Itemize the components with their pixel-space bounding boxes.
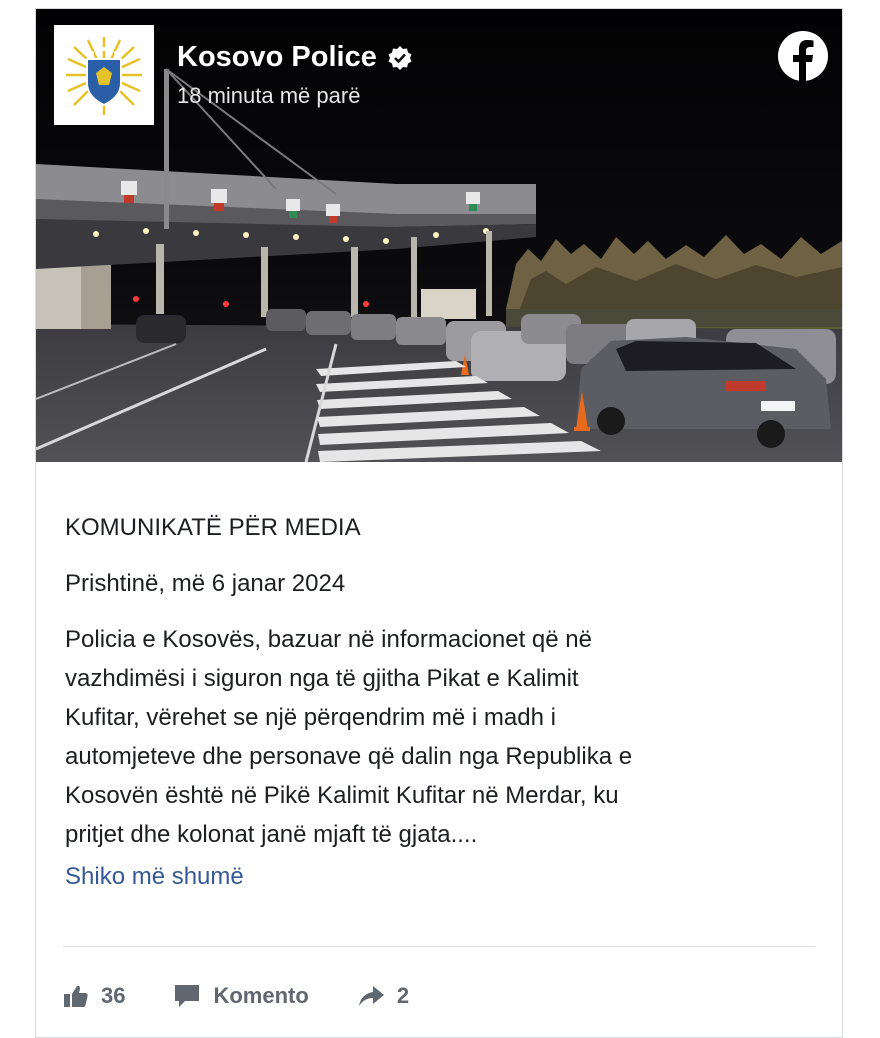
- comment-icon: [173, 983, 201, 1009]
- thumbs-up-icon: [63, 983, 89, 1009]
- page-avatar[interactable]: [54, 25, 154, 125]
- verified-badge-icon: [387, 45, 413, 71]
- share-button[interactable]: [357, 983, 409, 1009]
- post-text-line: vazhdimësi i siguron nga të gjitha Pikat e Kalimit: [65, 665, 579, 692]
- post-dateline: Prishtinë, më 6 janar 2024: [65, 570, 346, 597]
- post-actions-bar: [63, 979, 409, 1013]
- facebook-post-card: [35, 8, 843, 1038]
- like-count: 36: [101, 983, 126, 1008]
- post-text-line: pritjet dhe kolonat janë mjaft të gjata....: [65, 821, 478, 848]
- divider: [63, 946, 815, 947]
- kosovo-police-emblem-icon: [54, 25, 154, 125]
- like-button[interactable]: [63, 983, 125, 1009]
- border-crossing-photo: [36, 9, 842, 462]
- post-timestamp[interactable]: 18 minuta më parë: [177, 83, 361, 108]
- comment-button[interactable]: [173, 983, 308, 1009]
- post-text-line: Kufitar, vërehet se një përqendrim më i madh i: [65, 704, 556, 731]
- post-heading: KOMUNIKATË PËR MEDIA: [65, 514, 361, 541]
- post-paragraph: [65, 620, 835, 854]
- facebook-logo-icon[interactable]: [776, 29, 830, 83]
- post-image[interactable]: [36, 9, 842, 462]
- page-name-text[interactable]: Kosovo Police: [177, 41, 377, 73]
- share-arrow-icon: [357, 983, 385, 1009]
- post-body: [65, 514, 835, 891]
- comment-label: Komento: [213, 983, 309, 1008]
- page-name[interactable]: [177, 41, 413, 74]
- post-text-line: Kosovën është në Pikë Kalimit Kufitar në Merdar, ku: [65, 782, 619, 809]
- share-count: 2: [396, 983, 410, 1008]
- post-text-line: automjeteve dhe personave që dalin nga Republika e: [65, 743, 633, 770]
- post-text-line: Policia e Kosovës, bazuar në informacionet që në: [65, 626, 592, 653]
- see-more-link[interactable]: Shiko më shumë: [65, 863, 244, 890]
